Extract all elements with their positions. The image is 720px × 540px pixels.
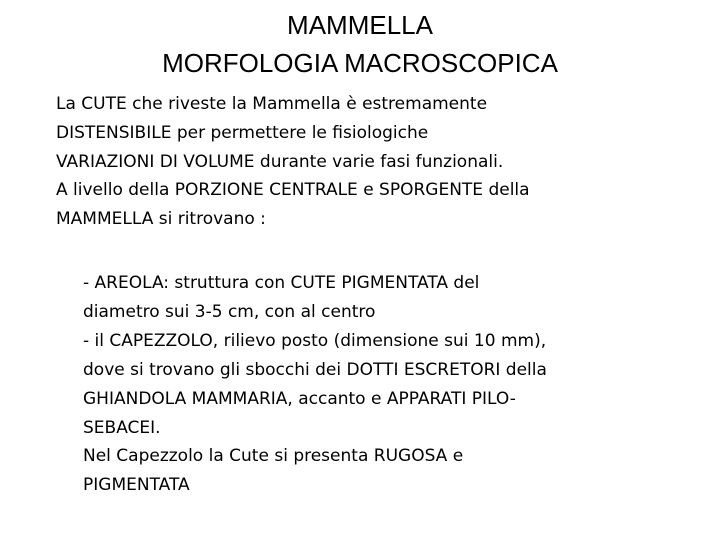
text-line: Nel Capezzolo la Cute si presenta RUGOSA e: [83, 446, 464, 466]
text-line: La CUTE che riveste la Mammella è estremamente: [56, 94, 488, 114]
text-line: diametro sui 3-5 cm, con al centro: [83, 302, 376, 322]
title-line-2: MORFOLOGIA MACROSCOPICA: [162, 48, 558, 78]
text-line: SEBACEI.: [83, 418, 161, 438]
paragraph-capezzolo: [83, 327, 547, 443]
paragraph-porzione-centrale: [56, 176, 530, 234]
paragraph-cute-rugosa: [83, 442, 463, 500]
title-line-1: MAMMELLA: [287, 10, 433, 40]
text-line: - AREOLA: struttura con CUTE PIGMENTATA del: [83, 273, 480, 293]
text-line: MAMMELLA si ritrovano :: [56, 209, 266, 229]
text-line: DISTENSIBILE per permettere le fisiologiche: [56, 123, 429, 143]
text-line: - il CAPEZZOLO, rilievo posto (dimensione sui 10 mm),: [83, 331, 547, 351]
paragraph-areola: [83, 269, 479, 327]
text-line: PIGMENTATA: [83, 475, 190, 495]
text-line: dove si trovano gli sbocchi dei DOTTI ESCRETORI della: [83, 360, 547, 380]
text-line: GHIANDOLA MAMMARIA, accanto e APPARATI PILO-: [83, 389, 516, 409]
paragraph-cute-distensibile: [56, 90, 503, 177]
text-line: A livello della PORZIONE CENTRALE e SPORGENTE della: [56, 180, 530, 200]
text-line: VARIAZIONI DI VOLUME durante varie fasi funzionali.: [56, 152, 504, 172]
slide-title: [0, 6, 720, 82]
